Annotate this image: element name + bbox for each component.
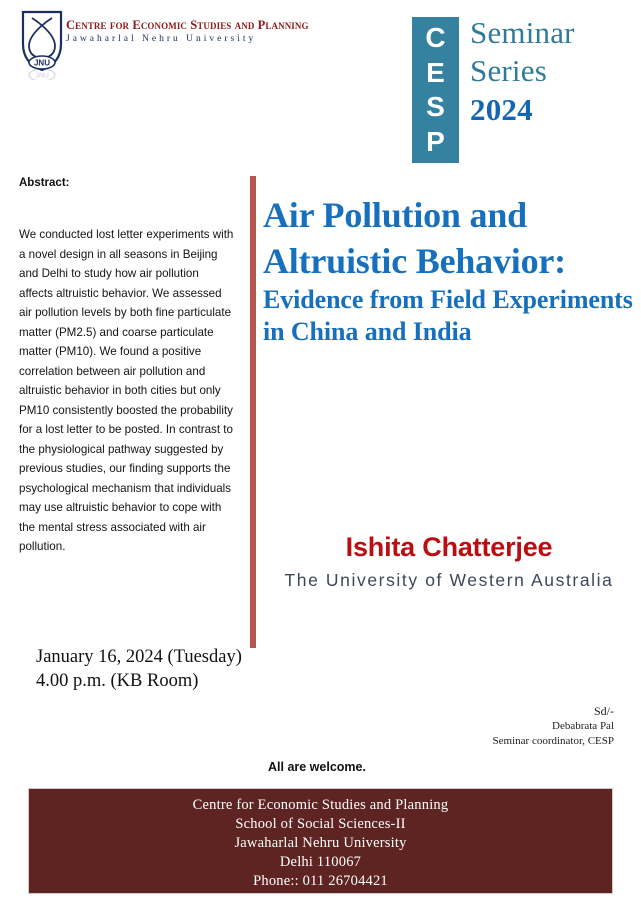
signature-block — [493, 703, 614, 749]
event-time: 4.00 p.m. (KB Room) — [36, 671, 199, 691]
cesp-letter-s: S — [426, 91, 445, 123]
welcome-note: All are welcome. — [268, 760, 366, 774]
seminar-word: Seminar — [470, 15, 575, 50]
signature-sd: Sd/- — [593, 704, 614, 718]
footer-line-centre: Centre for Economic Studies and Planning — [192, 797, 449, 813]
seminar-series-heading — [470, 14, 640, 130]
seminar-title-sub: Evidence from Field Experiments in China and India — [263, 285, 633, 346]
speaker-affiliation: The University of Western Australia — [284, 570, 614, 590]
speaker-block — [263, 530, 635, 592]
jnu-logo — [15, 8, 69, 80]
abstract-label: Abstract: — [19, 177, 70, 189]
footer-line-city: Delhi 110067 — [279, 854, 362, 870]
institution-header — [66, 18, 336, 46]
footer-address-box — [28, 788, 613, 894]
cesp-letter-c: C — [425, 22, 446, 54]
vertical-divider — [250, 176, 256, 648]
coordinator-role: Seminar coordinator, CESP — [492, 735, 614, 747]
seminar-title-main: Air Pollution and Altruistic Behavior: — [263, 195, 566, 281]
speaker-name: Ishita Chatterjee — [345, 532, 553, 562]
abstract-body: We conducted lost letter experiments with a novel design in all seasons in Beijing and Delhi to study how air pollution affects altruistic behavior. We assessed air pollution levels by both fine particulate matter (PM2.5) and coarse particulate matter (PM10). We found a positive correlation between air pollution and altruistic behavior in both cities but only PM10 consistently boosted the probability for a lost letter to be posted. In contrast to the physiological pathway suggested by previous studies, our finding supports the psychological mechanism that individuals may use altruistic behavior to cope with the mental stress associated with air pollution. — [19, 228, 234, 553]
institution-name: Centre for Economic Studies and Planning — [66, 18, 309, 32]
cesp-letter-e: E — [426, 56, 445, 88]
event-date: January 16, 2024 (Tuesday) — [36, 647, 242, 667]
seminar-title — [263, 192, 635, 348]
cesp-acronym-bar — [412, 17, 459, 163]
svg-text:JNU: JNU — [34, 72, 50, 80]
series-year: 2024 — [470, 92, 533, 127]
cesp-letter-p: P — [426, 125, 445, 157]
event-datetime — [36, 645, 242, 693]
footer-line-school: School of Social Sciences-II — [235, 816, 406, 832]
series-word: Series — [470, 53, 547, 88]
svg-text:JNU: JNU — [33, 58, 51, 68]
university-name: Jawaharlal Nehru University — [66, 34, 257, 44]
coordinator-name: Debabrata Pal — [552, 720, 614, 732]
footer-line-phone: Phone:: 011 26704421 — [253, 873, 388, 889]
footer-line-university: Jawaharlal Nehru University — [234, 835, 407, 851]
